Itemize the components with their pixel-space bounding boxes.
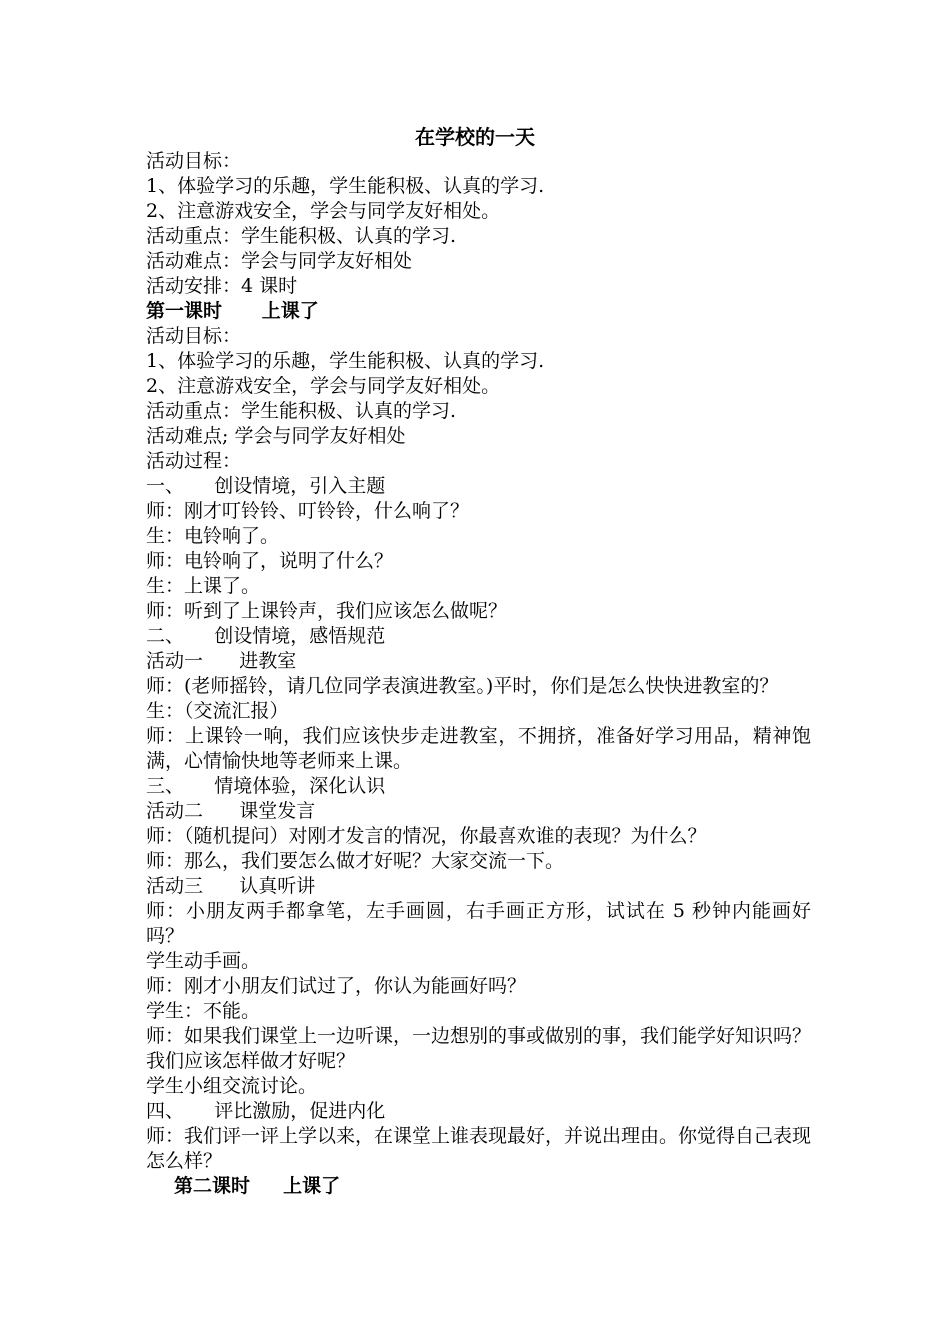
- document-title: 在学校的一天: [415, 125, 535, 149]
- paragraph-line: 学生小组交流讨论。: [146, 1075, 318, 1097]
- paragraph-line: 师：(老师摇铃，请几位同学表演进教室。)平时，你们是怎么快快进教室的？: [146, 675, 779, 697]
- section-heading: 第二课时 上课了: [174, 1175, 341, 1197]
- paragraph-line: 活动一 进教室: [146, 650, 297, 672]
- paragraph-line: 2、注意游戏安全，学会与同学友好相处。: [146, 200, 501, 222]
- paragraph-line: 1、体验学习的乐趣，学生能积极、认真的学习.: [146, 350, 545, 372]
- paragraph-line: 活动难点; 学会与同学友好相处: [146, 425, 406, 447]
- paragraph-line: 活动目标：: [146, 325, 242, 347]
- paragraph-line: 学生动手画。: [146, 950, 261, 972]
- paragraph-line: 活动重点：学生能积极、认真的学习.: [146, 225, 457, 247]
- paragraph-line: 2、注意游戏安全，学会与同学友好相处。: [146, 375, 501, 397]
- paragraph-line: 四、 评比激励，促进内化: [146, 1100, 386, 1122]
- paragraph-line: 活动安排：4 课时: [146, 275, 298, 297]
- paragraph-line: 三、 情境体验，深化认识: [146, 775, 386, 797]
- paragraph-line: 活动难点：学会与同学友好相处: [146, 250, 413, 272]
- paragraph-line: 师：（随机提问）对刚才发言的情况，你最喜欢谁的表现？为什么？: [146, 825, 707, 847]
- paragraph-line: 师：那么，我们要怎么做才好呢？大家交流一下。: [146, 850, 565, 872]
- paragraph-line: 师：电铃响了，说明了什么？: [146, 550, 394, 572]
- paragraph-line: 生：电铃响了。: [146, 525, 280, 547]
- paragraph-line: 学生：不能。: [146, 1000, 261, 1022]
- document-body: [146, 149, 811, 1199]
- section-heading: 第一课时 上课了: [146, 300, 319, 322]
- paragraph-line: 师：如果我们课堂上一边听课，一边想别的事或做别的事，我们能学好知识吗？我们应该怎样做才好呢？: [146, 1025, 812, 1072]
- paragraph-line: 活动过程：: [146, 450, 242, 472]
- paragraph-line: 师：听到了上课铃声，我们应该怎么做呢？: [146, 600, 508, 622]
- paragraph-line: 师：小朋友两手都拿笔，左手画圆，右手画正方形，试试在 5 秒钟内能画好吗？: [146, 900, 811, 947]
- paragraph-line: 活动目标：: [146, 150, 242, 172]
- paragraph-line: 师：我们评一评上学以来，在课堂上谁表现最好，并说出理由。你觉得自己表现怎么样？: [146, 1125, 812, 1172]
- paragraph-line: 一、 创设情境，引入主题: [146, 475, 386, 497]
- paragraph-line: 师：上课铃一响，我们应该快步走进教室，不拥挤，准备好学习用品，精神饱满，心情愉快地等老师来上课。: [146, 725, 811, 772]
- paragraph-line: 活动三 认真听讲: [146, 875, 316, 897]
- paragraph-line: 活动重点：学生能积极、认真的学习.: [146, 400, 457, 422]
- paragraph-line: 二、 创设情境，感悟规范: [146, 625, 386, 647]
- paragraph-line: 生：上课了。: [146, 575, 261, 597]
- paragraph-line: 1、体验学习的乐趣，学生能积极、认真的学习.: [146, 175, 545, 197]
- paragraph-line: 师：刚才小朋友们试过了，你认为能画好吗？: [146, 975, 527, 997]
- paragraph-line: 师：刚才叮铃铃、叮铃铃，什么响了？: [146, 500, 470, 522]
- paragraph-line: 活动二 课堂发言: [146, 800, 316, 822]
- paragraph-line: 生：（交流汇报）: [146, 700, 289, 722]
